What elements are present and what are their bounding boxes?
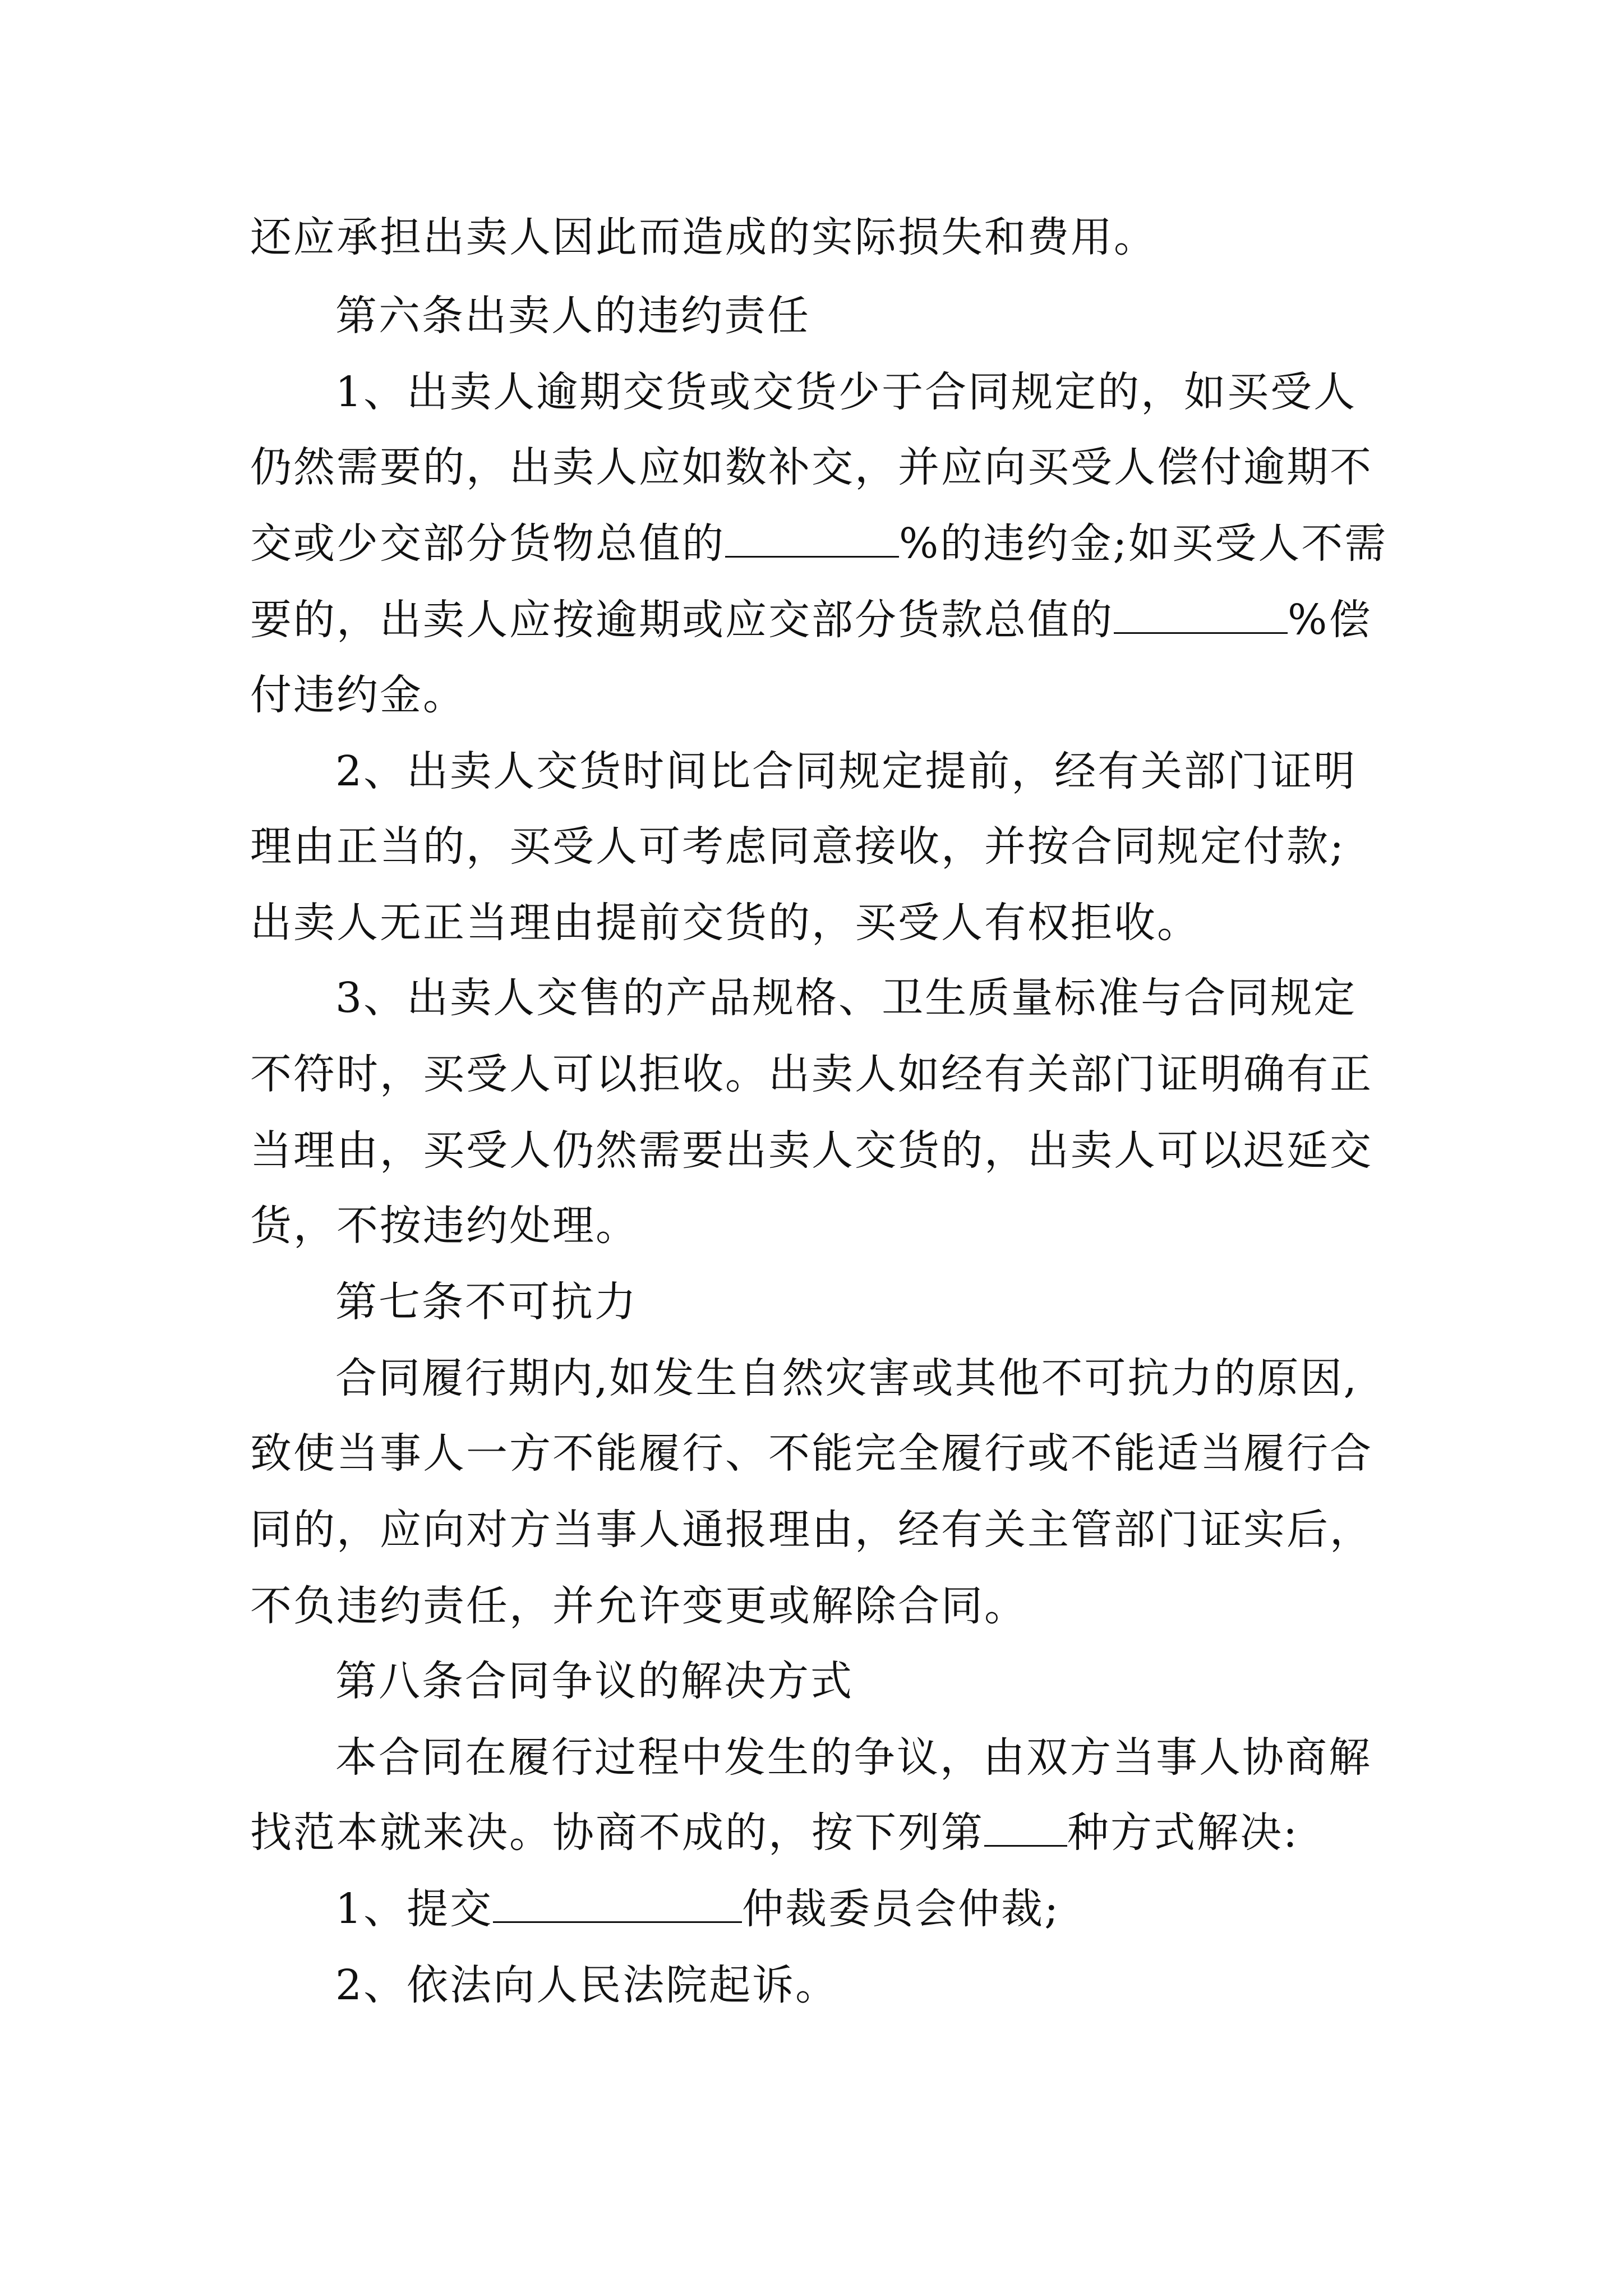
text-line: 合同履行期内,如发生自然灾害或其他不可抗力的原因, bbox=[335, 1354, 1359, 1402]
text-segment: %的违约金;如买受人不需 bbox=[899, 519, 1388, 568]
section-heading-article-8: 第八条合同争议的解决方式 bbox=[335, 1657, 854, 1705]
text-line: 2、出卖人交货时间比合同规定提前，经有关部门证明 bbox=[335, 747, 1357, 795]
text-line-with-blank bbox=[250, 513, 1387, 574]
text-line: 理由正当的，买受人可考虑同意接收，并按合同规定付款; bbox=[250, 822, 1345, 871]
text-segment: 找范本就来决。协商不成的，按下列第 bbox=[250, 1809, 984, 1857]
text-line-with-blank bbox=[250, 1802, 1299, 1864]
text-line: 同的，应向对方当事人通报理由，经有关主管部门证实后， bbox=[250, 1506, 1373, 1554]
fill-in-blank bbox=[493, 1885, 742, 1923]
section-heading-article-7: 第七条不可抗力 bbox=[335, 1278, 638, 1326]
text-line: 本合同在履行过程中发生的争议，由双方当事人协商解 bbox=[335, 1733, 1372, 1782]
text-segment: 要的，出卖人应按逾期或应交部分货款总值的 bbox=[250, 596, 1114, 644]
text-line: 3、出卖人交售的产品规格、卫生质量标准与合同规定 bbox=[335, 974, 1357, 1022]
fill-in-blank bbox=[1114, 596, 1288, 634]
text-segment: 1、提交 bbox=[335, 1885, 494, 1933]
fill-in-blank bbox=[984, 1809, 1067, 1847]
text-segment: 仲裁委员会仲裁; bbox=[742, 1885, 1061, 1933]
text-line: 货，不按违约处理。 bbox=[250, 1202, 639, 1250]
text-line: 仍然需要的，出卖人应如数补交，并应向买受人偿付逾期不 bbox=[250, 443, 1373, 491]
text-line: 当理由，买受人仍然需要出卖人交货的，出卖人可以迟延交 bbox=[250, 1126, 1373, 1175]
text-segment: %偿 bbox=[1288, 596, 1372, 644]
text-line: 致使当事人一方不能履行、不能完全履行或不能适当履行合 bbox=[250, 1429, 1373, 1478]
text-line: 不负违约责任，并允许变更或解除合同。 bbox=[250, 1582, 1027, 1630]
text-line: 不符时，买受人可以拒收。出卖人如经有关部门证明确有正 bbox=[250, 1050, 1373, 1098]
fill-in-blank bbox=[725, 520, 899, 558]
section-heading-article-6: 第六条出卖人的违约责任 bbox=[335, 292, 810, 340]
text-line-with-blank bbox=[250, 589, 1372, 651]
text-line-with-blank bbox=[335, 1878, 1060, 1940]
text-segment: 交或少交部分货物总值的 bbox=[250, 519, 725, 568]
text-line: 付违约金。 bbox=[250, 671, 466, 719]
text-line: 1、出卖人逾期交货或交货少于合同规定的，如买受人 bbox=[335, 368, 1357, 416]
text-line: 出卖人无正当理由提前交货的，买受人有权拒收。 bbox=[250, 899, 1200, 947]
text-line: 2、依法向人民法院起诉。 bbox=[335, 1961, 839, 2009]
text-line: 还应承担出卖人因此而造成的实际损失和费用。 bbox=[250, 213, 1157, 261]
text-segment: 种方式解决: bbox=[1067, 1809, 1299, 1857]
